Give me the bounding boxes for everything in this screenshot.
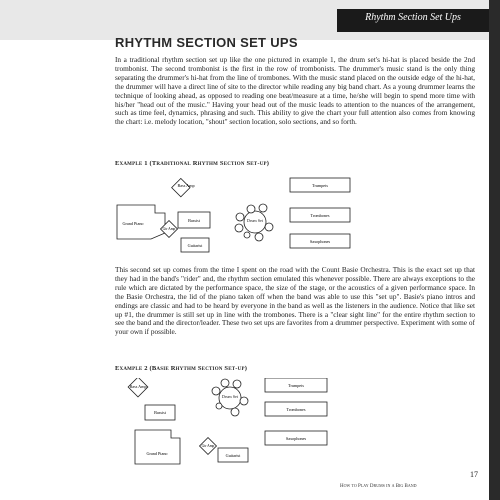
guitarist-label: Guitarist xyxy=(187,243,203,248)
guitarist-label: Guitarist xyxy=(225,453,241,458)
bass-amp-label: Bass Amp xyxy=(177,183,195,188)
bass-amp-label: Bass Amp xyxy=(129,384,147,389)
drum-set xyxy=(235,204,273,241)
example-1-diagram xyxy=(115,175,475,263)
saxophones xyxy=(265,431,327,445)
trombones-label: Trombones xyxy=(310,213,330,218)
grand-piano xyxy=(135,430,180,464)
section-header-title: Rhythm Section Set Ups xyxy=(365,12,461,23)
bassist-label: Bassist xyxy=(188,218,200,223)
grand-piano xyxy=(117,205,165,239)
page-title: RHYTHM SECTION SET UPS xyxy=(115,35,298,50)
bassist xyxy=(145,405,175,420)
example-2-diagram xyxy=(115,378,475,473)
example-1-label: Example 1 (Traditional Rhythm Section Set-up) xyxy=(115,160,270,167)
trombones-label: Trombones xyxy=(286,407,306,412)
bass-amp xyxy=(172,178,195,196)
gtr-amp xyxy=(200,438,217,455)
page-number: 17 xyxy=(470,470,478,479)
gtr-amp-label: Gtr Amp xyxy=(162,227,176,231)
saxophones-label: Saxophones xyxy=(309,239,331,244)
section-header-box xyxy=(337,9,489,32)
guitarist xyxy=(218,448,248,462)
bass-amp xyxy=(128,378,148,397)
grand-piano-label: Grand Piano xyxy=(122,221,144,226)
saxophones xyxy=(290,234,350,248)
saxophones-label: Saxophones xyxy=(285,436,307,441)
drum-set-label: Drum Set xyxy=(221,394,239,399)
bassist xyxy=(178,212,210,228)
drum-set-label: Drum Set xyxy=(246,218,264,223)
trombones xyxy=(265,402,327,416)
trombones xyxy=(290,208,350,222)
grand-piano-label: Grand Piano xyxy=(146,451,168,456)
paragraph-1: In a traditional rhythm section set up like the one pictured in example 1, the drum set's hi-hat is placed beside the 2nd trombonist. The second trombonist is the first in the row of trombonists. The drummer's music stand is the only thing separating the drummer's hi-hat from the line of trombones. With the music stand placed on the outside edge of the hi-hat, the drummer will have a direct line of site to the director while reading any big band chart. As a young drummer learns the technique of looking ahead, as opposed to reading one beat/measure at a time, he/she will begin to spend more time with his/her "head out of the music." Having your head out of the music leads to attention to the nuances of the arrangement, such as time feel, dynamics, phrasing and such. This ability to give the chart your full attention also comes from knowing the chart: i.e. melody location, "shout" section location, solo sections, and so forth. xyxy=(115,55,475,127)
trumpets xyxy=(265,378,327,392)
example-2-label: Example 2 (Basie Rhythm Section Set-up) xyxy=(115,365,248,372)
drum-set xyxy=(212,379,248,416)
trumpets xyxy=(290,178,350,192)
guitarist xyxy=(181,238,209,252)
gtr-amp-label: Gtr Amp xyxy=(201,444,215,448)
bassist-label: Bassist xyxy=(154,410,166,415)
side-rule xyxy=(489,0,500,500)
paragraph-2: This second set up comes from the time I spent on the road with the Count Basie Orchestra. This is the exact set up that they had in the band's "rider" and, the rhythm section emulated this whenever possible. There are always exceptions to the rule which are dictated by the performance space, the size of the stage, or the acoustics of a given performance space. In the Basie Orchestra, the lid of the piano taken off when the band was able to use this "set up". Basie's piano intros and endings are classic and had to be heard by everyone in the band as well as the listeners in the audience. Notice that like set up #1, the drummer is still set up in line with the trombones. There is a "clear sight line" for the entire rhythm section to see the band and the director/leader. These two set ups are favorites from a drummer perspective. Experiment with some of your own if possible. xyxy=(115,265,475,337)
trumpets-label: Trumpets xyxy=(312,183,328,188)
book-title-footer: How to Play Drums in a Big Band xyxy=(340,484,417,489)
trumpets-label: Trumpets xyxy=(288,383,304,388)
header-bar xyxy=(0,0,500,40)
